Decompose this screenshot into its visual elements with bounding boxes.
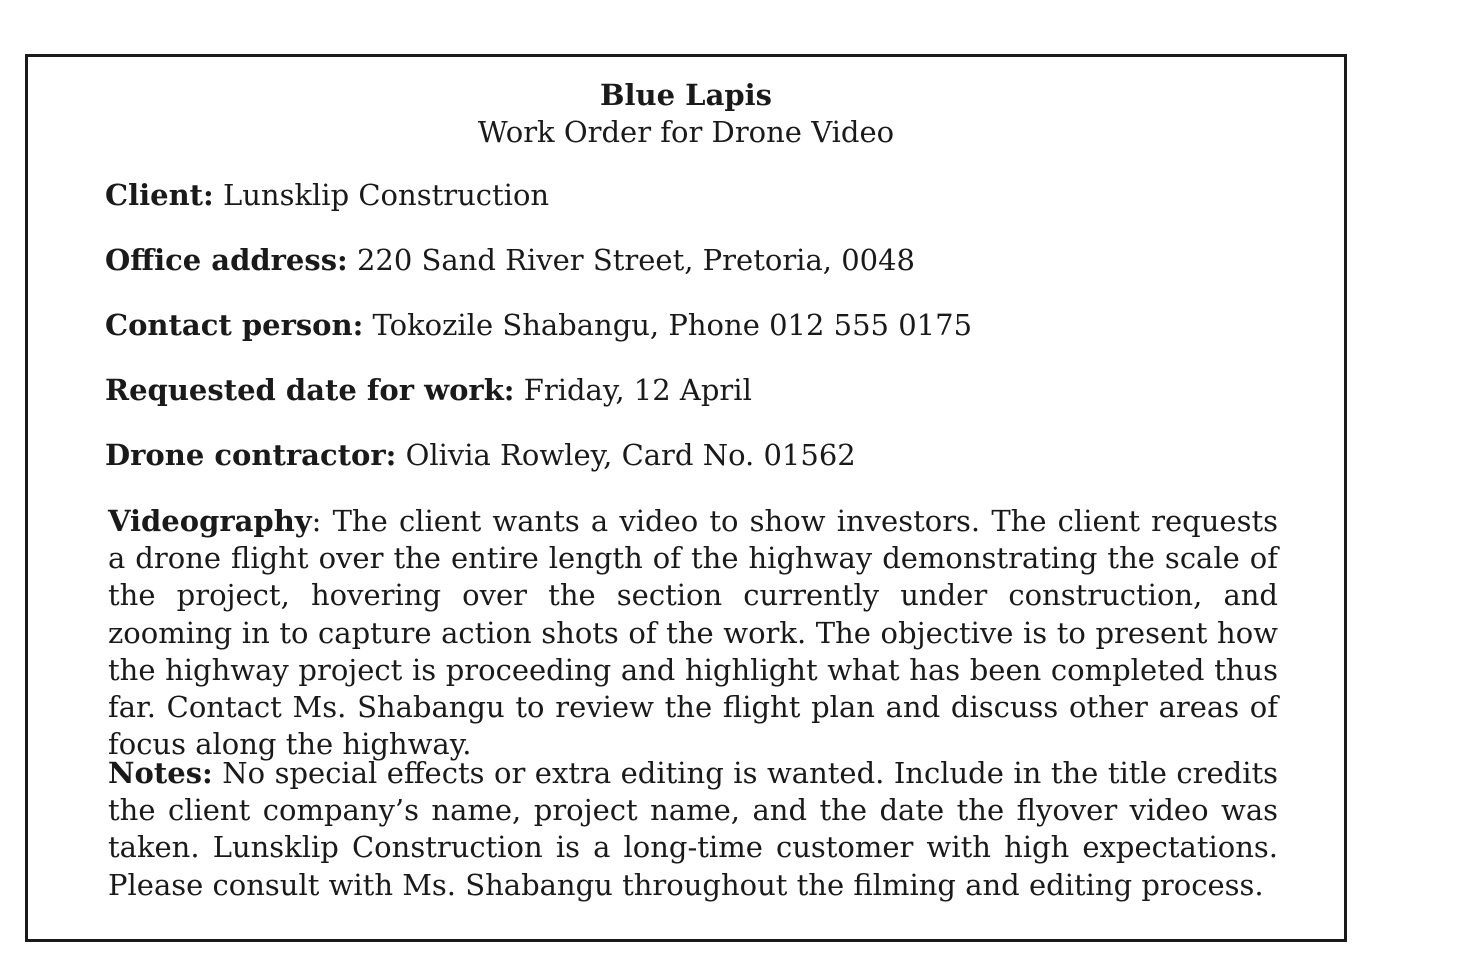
work-order-header: [28, 77, 1344, 151]
requested-date-field: [105, 372, 1277, 408]
document-title: Work Order for Drone Video: [477, 115, 895, 149]
client-field: [105, 177, 1277, 213]
drone-contractor-field: [105, 437, 1277, 473]
contact-person-field: [105, 307, 1277, 343]
office-address-label: Office address:: [105, 243, 348, 277]
notes-paragraph: [108, 755, 1278, 904]
notes-label: Notes:: [108, 756, 213, 790]
videography-text: : The client wants a video to show investors. The client requests a drone flight over the entire length of the highway demonstrating the scale of the project, hovering over the section currently under construction, and zooming in to capture action shots of the work. The objective is to present how the highway project is proceeding and highlight what has been completed thus far. Contact Ms. Shabangu to review the flight plan and discuss other areas of focus along the highway.: [108, 504, 1278, 762]
contact-person-value: Tokozile Shabangu, Phone 012 555 0175: [372, 308, 973, 342]
requested-date-value: Friday, 12 April: [523, 373, 752, 407]
drone-contractor-value: Olivia Rowley, Card No. 01562: [405, 438, 856, 472]
notes-text: No special effects or extra editing is wanted. Include in the title credits the client company’s name, project name, and the date the flyover video was taken. Lunsklip Construction is a long-time customer with high expectations. Please consult with Ms. Shabangu throughout the filming and editing process.: [108, 756, 1279, 902]
contact-person-label: Contact person:: [105, 308, 364, 342]
office-address-field: [105, 242, 1277, 278]
company-name: Blue Lapis: [600, 78, 772, 112]
office-address-value: 220 Sand River Street, Pretoria, 0048: [356, 243, 915, 277]
videography-label: Videography: [108, 504, 312, 538]
videography-paragraph: [108, 503, 1278, 763]
client-value: Lunsklip Construction: [222, 178, 550, 212]
work-order-frame: [25, 54, 1347, 942]
requested-date-label: Requested date for work:: [105, 373, 515, 407]
drone-contractor-label: Drone contractor:: [105, 438, 397, 472]
client-label: Client:: [105, 178, 214, 212]
work-order-fields: [105, 177, 1277, 502]
